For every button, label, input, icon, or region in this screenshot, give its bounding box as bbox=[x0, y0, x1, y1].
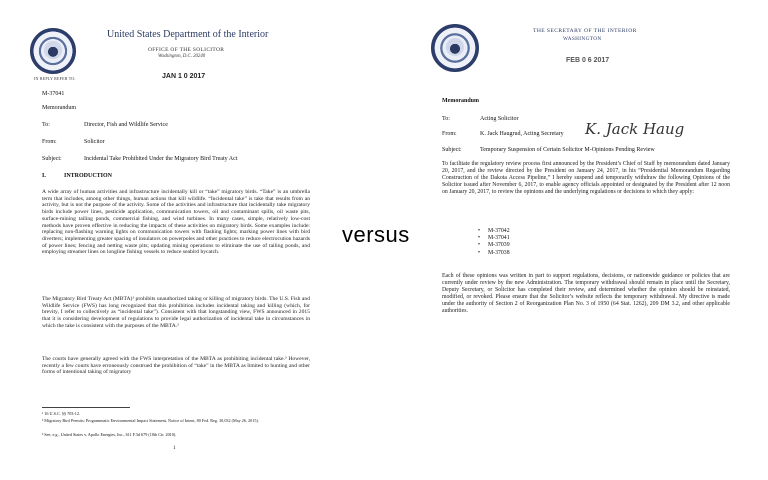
subject-value-right: Temporary Suspension of Certain Solicitor M-Opinions Pending Review bbox=[480, 147, 655, 153]
to-value-left: Director, Fish and Wildlife Service bbox=[84, 122, 168, 128]
versus-label: versus bbox=[342, 222, 410, 247]
opinion-list bbox=[478, 228, 510, 257]
to-label-left: To: bbox=[42, 122, 50, 128]
date-stamp-right: FEB 0 6 2017 bbox=[566, 57, 610, 64]
footnote-rule bbox=[42, 407, 130, 408]
from-label-left: From: bbox=[42, 139, 57, 145]
footnote-2: ² Migratory Bird Permits; Programmatic Environmental Impact Statement, Notice of Intent, 80 Fed. Reg. 30,032 (May 26, 2015). bbox=[42, 418, 259, 423]
intro-paragraph-3: The courts have generally agreed with the FWS interpretation of the MBTA as prohibiting incidental take.³ However, recently a few courts have erroneously construed the prohibition of “take” in the MBTA as limited to hunting and other forms of intentional taking of migratory bbox=[42, 356, 310, 376]
left-memo-page bbox=[0, 0, 330, 480]
directive-paragraph: Each of these opinions was written in part to support regulations, decisions, or nationwide guidance or policies that are currently under review by the new Administration. The temporary withdrawal should remain in place until the Secretary, Deputy Secretary, or Solicitor has completed their review, and determined whether the opinion should be reinstated, modified, or revoked. Please ensure that the Solicitor’s website reflects the temporary withdrawal. My directive is made under the authority of Section 2 of Reorganization Plan No. 3 of 1950 (64 Stat. 1262), 209 DM 3.2, and other applicable authorities. bbox=[442, 273, 730, 314]
from-label-right: From: bbox=[442, 131, 457, 137]
subject-label-right: Subject: bbox=[442, 147, 462, 153]
department-title: United States Department of the Interior bbox=[107, 29, 269, 40]
subject-label-left: Subject: bbox=[42, 156, 62, 162]
intro-paragraph-1: A wide array of human activities and infrastructure incidentally kill or “take” migratory birds. “Take” is an umbrella term that includes, among other things, human actions that kill wildlife. “Incidental take” is take that results from an activity, but is not the purpose of the activity. Some of the activities and infrastructure that incidentally take migratory birds include power lines, pesticide application, communication towers, oil and contaminant spills, oil waste pits, surface-mining tailing ponds, commercial fishing, and wind turbines. In many cases, simple, relatively low-cost methods have proven effective in reducing the impacts of these activities on migratory birds. Some examples include: replacing non-flashing warning lights on communication towers with flashing lights; marking power lines with bird diverters; implementing greater spacing of insulators on powerpoles and other practices to reduce electrocution hazards of power lines; fencing and netting waste pits; updating mining operations to eliminate the use of tailing ponds, and employing streamer lines on longline fishing vessels to reduce seabird bycatch. bbox=[42, 189, 310, 256]
office-city: WASHINGTON bbox=[563, 36, 602, 42]
from-value-left: Solicitor bbox=[84, 139, 105, 145]
handwritten-signature: K. Jack Haug bbox=[585, 120, 685, 138]
memo-label-left: Memorandum bbox=[42, 105, 76, 111]
to-value-right: Acting Solicitor bbox=[480, 116, 519, 122]
opinion-number: M-37041 bbox=[42, 91, 65, 97]
subject-value-left: Incidental Take Prohibited Under the Migratory Bird Treaty Act bbox=[84, 156, 238, 162]
right-memo-page bbox=[423, 0, 768, 480]
list-item: • M-37038 bbox=[478, 250, 510, 257]
footnote-1: ¹ 16 U.S.C. §§ 703-12. bbox=[42, 411, 81, 416]
section-title: INTRODUCTION bbox=[64, 173, 113, 179]
section-number: I. bbox=[42, 173, 46, 179]
reply-refer: IN REPLY REFER TO: bbox=[34, 76, 76, 81]
to-label-right: To: bbox=[442, 116, 450, 122]
secretary-office: THE SECRETARY OF THE INTERIOR bbox=[533, 28, 637, 34]
page-number: 1 bbox=[173, 446, 176, 451]
footnote-3: ³ See, e.g., United States v. Apollo Energies, Inc., 611 F.3d 679 (10th Cir. 2010). bbox=[42, 432, 177, 437]
intro-paragraph-2: The Migratory Bird Treaty Act (MBTA)¹ prohibits unauthorized taking or killing of migratory birds. The U.S. Fish and Wildlife Service (FWS) has long recognized that this prohibition includes incidental taking and killing (which, for brevity, I refer to collectively as “incidental take”). Consistent with that longstanding view, FWS announced in 2015 that it is considering development of regulations to provide legal authorization of incidental take in circumstances in which the take is consistent with the purposes of the MBTA.² bbox=[42, 296, 310, 329]
memo-label-right: Memorandum bbox=[442, 98, 479, 104]
interior-seal-right bbox=[431, 24, 479, 72]
office-address: Washington, D.C. 20240 bbox=[158, 54, 206, 59]
list-item: • M-37039 bbox=[478, 242, 510, 249]
interior-seal-left bbox=[30, 28, 76, 74]
date-stamp-left: JAN 1 0 2017 bbox=[162, 73, 206, 80]
list-item: • M-37042 bbox=[478, 228, 510, 235]
from-value-right: K. Jack Haugrud, Acting Secretary bbox=[480, 131, 564, 137]
suspension-paragraph: To facilitate the regulatory review process first announced by the President’s Chief of Staff by memorandum dated January 20, 2017, and the review directed by the President on January 24, 2017, in his “Presidential Memorandum Regarding Construction of the Dakota Access Pipeline,” I hereby suspend and temporarily withdraw the following Opinions of the Solicitor issued after November 6, 2017, to enable agency officials appointed or designated by the President after 12 noon on January 20, 2017, to review the opinions and the underlying regulations or decisions to which they apply: bbox=[442, 161, 730, 195]
office-name: OFFICE OF THE SOLICITOR bbox=[148, 47, 225, 53]
list-item: • M-37041 bbox=[478, 235, 510, 242]
